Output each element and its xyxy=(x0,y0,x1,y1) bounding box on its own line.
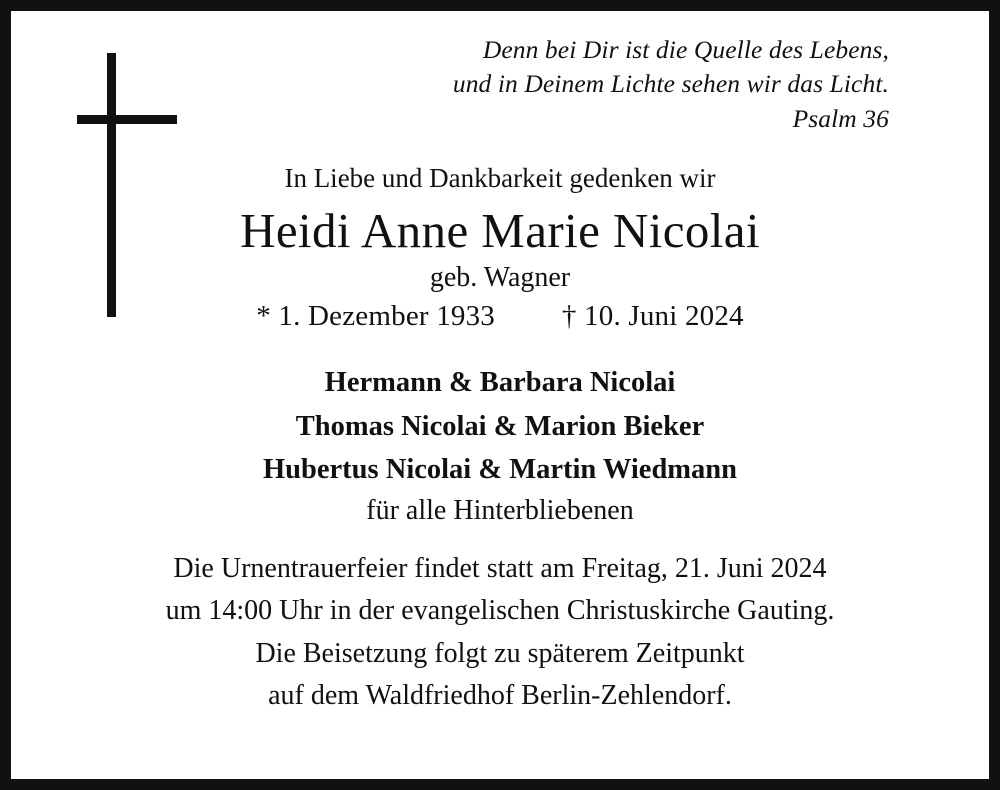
family-line: Hermann & Barbara Nicolai xyxy=(324,367,676,399)
bible-verse xyxy=(45,33,955,136)
deceased-name: Heidi Anne Marie Nicolai xyxy=(240,203,760,259)
verse-reference: Psalm 36 xyxy=(792,103,889,133)
birth-date: * 1. Dezember 1933 xyxy=(256,300,495,333)
maiden-name: geb. Wagner xyxy=(429,262,571,294)
death-date: † 10. Juni 2024 xyxy=(561,300,744,333)
notice-content xyxy=(45,33,955,718)
family-line: Hubertus Nicolai & Martin Wiedmann xyxy=(263,453,737,485)
survivors-text: für alle Hinterbliebenen xyxy=(366,495,634,527)
family-line: Thomas Nicolai & Marion Bieker xyxy=(295,410,705,442)
verse-line-2: und in Deinem Lichte sehen wir das Licht. xyxy=(452,68,889,98)
family-members xyxy=(45,361,955,491)
notice-inner xyxy=(11,11,989,779)
verse-line-1: Denn bei Dir ist die Quelle des Lebens, xyxy=(482,35,889,64)
service-line: Die Beisetzung folgt zu späterem Zeitpunkt xyxy=(255,637,745,669)
life-dates xyxy=(45,300,955,333)
service-details xyxy=(45,548,955,718)
service-line: um 14:00 Uhr in der evangelischen Christuskirche Gauting. xyxy=(165,595,835,627)
service-line: auf dem Waldfriedhof Berlin-Zehlendorf. xyxy=(268,680,732,712)
intro-text: In Liebe und Dankbarkeit gedenken wir xyxy=(284,162,716,193)
service-line: Die Urnentrauerfeier findet statt am Freitag, 21. Juni 2024 xyxy=(173,552,827,584)
